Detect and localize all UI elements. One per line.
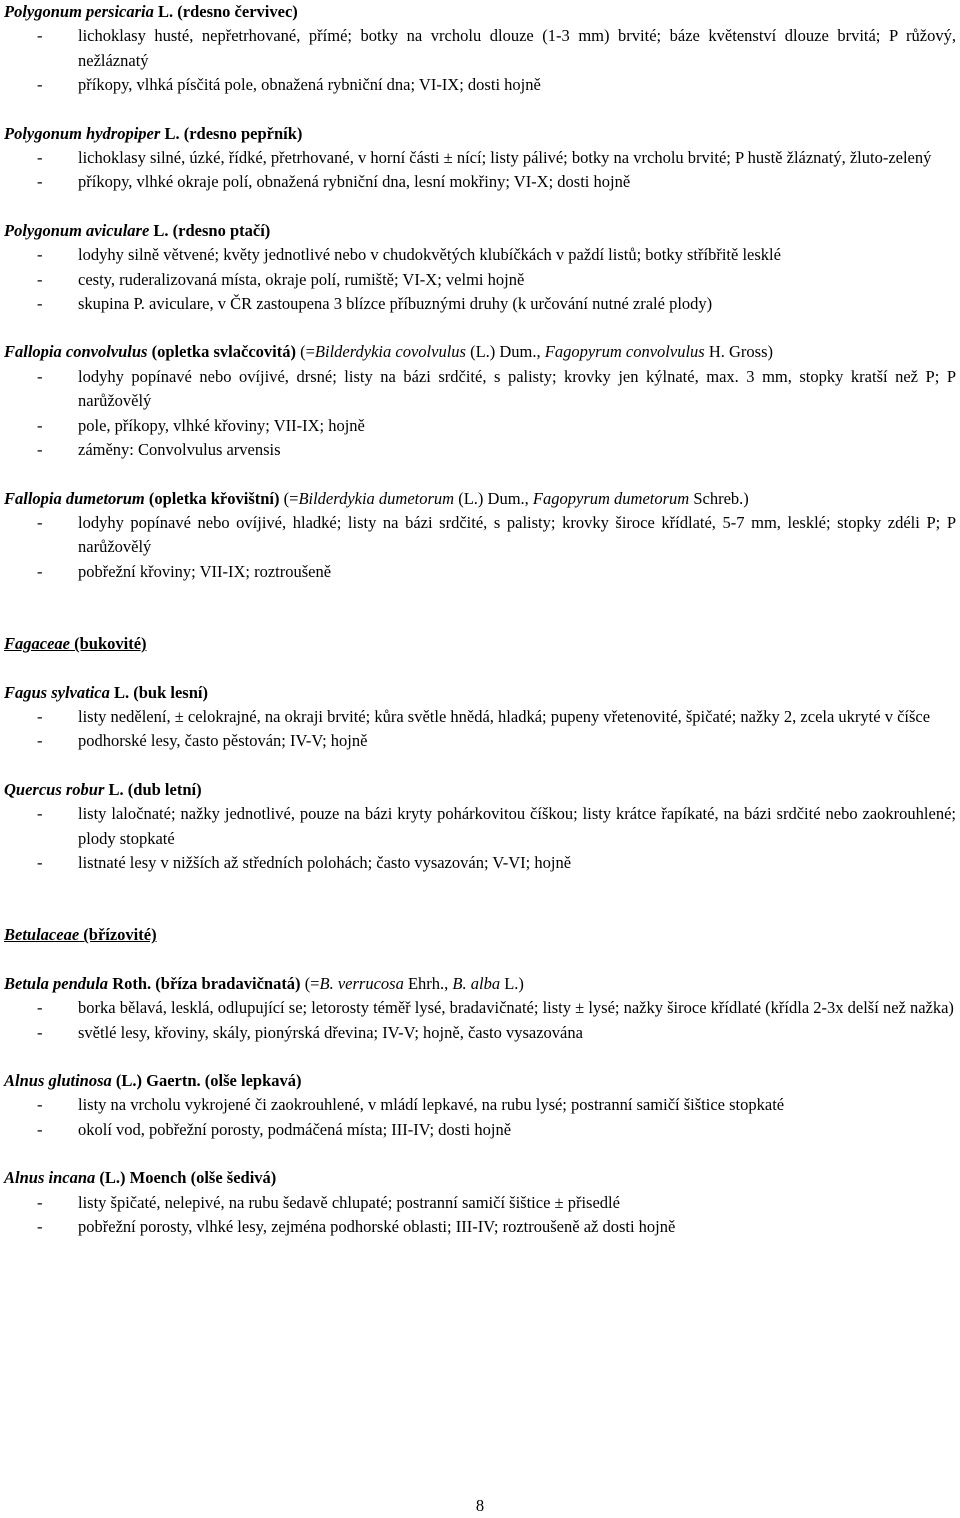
bullet-text: borka bělavá, lesklá, odlupující se; letorosty téměř lysé, bradavičnaté; listy ± lysé; nažky široce křídlaté (křídla 2-3x delší než nažka) xyxy=(78,998,954,1018)
page-number: 8 xyxy=(475,1496,485,1515)
description-bullet xyxy=(4,146,956,170)
bullet-dash: - xyxy=(37,172,43,192)
bullet-dash: - xyxy=(37,1217,43,1237)
bullet-text: lichoklasy silné, úzké, řídké, přetrhované, v horní části ± nící; listy pálivé; botky na vrcholu brvité; P hustě žláznatý, žluto-zelený xyxy=(78,148,932,168)
bullet-text: pobřežní porosty, vlhké lesy, zejména podhorské oblasti; III-IV; roztroušeně až dosti hojně xyxy=(78,1217,676,1237)
bullet-text: pobřežní křoviny; VII-IX; roztroušeně xyxy=(78,561,332,581)
species-entry-polygonum-aviculare xyxy=(4,219,956,317)
bullet-dash: - xyxy=(37,366,43,386)
habitat-bullet xyxy=(4,1118,956,1142)
habitat-bullet xyxy=(4,1021,956,1045)
bullet-dash: - xyxy=(37,561,43,581)
species-title: Fallopia dumetorum (opletka křovištní) (=Bilderdykia dumetorum (L.) Dum., Fagopyrum dumetorum Schreb.) xyxy=(4,488,749,508)
description-bullet xyxy=(4,1191,956,1215)
bullet-dash: - xyxy=(37,512,43,532)
habitat-bullet xyxy=(4,560,956,584)
confusion-bullet xyxy=(4,438,956,462)
species-entry-alnus-glutinosa xyxy=(4,1069,956,1142)
description-bullet xyxy=(4,365,956,414)
bullet-text: lodyhy silně větvené; květy jednotlivé nebo v chudokvětých klubíčkách v paždí listů; botky stříbřitě lesklé xyxy=(78,245,781,265)
species-title: Betula pendula Roth. (bříza bradavičnatá) (=B. verrucosa Ehrh., B. alba L.) xyxy=(4,973,524,993)
bullet-text: příkopy, vlhké okraje polí, obnažená rybniční dna, lesní mokřiny; VI-X; dosti hojně xyxy=(78,172,631,192)
species-title: Polygonum persicaria L. (rdesno červivec) xyxy=(4,2,298,21)
description-bullet xyxy=(4,243,956,267)
species-entry-fallopia-convolvulus xyxy=(4,340,956,462)
family-heading-betulaceae: Betulaceae (břízovité) xyxy=(4,925,157,945)
description-bullet xyxy=(4,1093,956,1117)
bullet-dash: - xyxy=(37,148,43,168)
bullet-text: listnaté lesy v nižších až středních polohách; často vysazován; V-VI; hojně xyxy=(78,852,572,872)
bullet-dash: - xyxy=(37,1119,43,1139)
bullet-dash: - xyxy=(37,440,43,460)
species-title: Polygonum hydropiper L. (rdesno pepřník) xyxy=(4,123,303,143)
bullet-text: podhorské lesy, často pěstován; IV-V; hojně xyxy=(78,731,368,751)
habitat-bullet xyxy=(4,729,956,753)
description-bullet xyxy=(4,511,956,560)
bullet-text: světlé lesy, křoviny, skály, pionýrská dřevina; IV-V; hojně, často vysazována xyxy=(78,1022,583,1042)
habitat-bullet xyxy=(4,268,956,292)
habitat-bullet xyxy=(4,851,956,875)
bullet-text: listy špičaté, nelepivé, na rubu šedavě chlupaté; postranní samičí šištice ± přisedlé xyxy=(78,1192,620,1212)
species-title: Alnus glutinosa (L.) Gaertn. (olše lepkavá) xyxy=(4,1071,302,1090)
bullet-dash: - xyxy=(37,245,43,265)
bullet-text: lodyhy popínavé nebo ovíjivé, hladké; listy na bázi srdčité, s palisty; krovky široce křídlaté, 5-7 mm, lesklé; stopky zdéli P; P narůžovělý xyxy=(78,512,956,557)
bullet-text: listy laločnaté; nažky jednotlivé, pouze na bázi kryty pohárkovitou číškou; listy krátce řapíkaté, na bázi srdčité nebo zaokrouhlené; plody stopkaté xyxy=(78,804,956,848)
description-bullet xyxy=(4,802,956,851)
bullet-text: záměny: Convolvulus arvensis xyxy=(78,440,281,460)
description-bullet xyxy=(4,996,956,1020)
bullet-text: pole, příkopy, vlhké křoviny; VII-IX; hojně xyxy=(78,415,365,435)
species-title: Fagus sylvatica L. (buk lesní) xyxy=(4,682,208,702)
species-entry-polygonum-persicaria xyxy=(4,0,956,98)
species-entry-quercus-robur xyxy=(4,778,956,876)
bullet-text: listy na vrcholu vykrojené či zaokrouhlené, v mládí lepkavé, na rubu lysé; postranní samičí šištice stopkaté xyxy=(78,1095,785,1115)
bullet-text: listy nedělení, ± celokrajné, na okraji brvité; kůra světle hnědá, hladká; pupeny vřetenovité, špičaté; nažky 2, zcela ukryté v číšce xyxy=(78,706,931,726)
bullet-dash: - xyxy=(37,415,43,435)
bullet-dash: - xyxy=(37,1192,43,1212)
species-entry-fagus-sylvatica xyxy=(4,681,956,754)
habitat-bullet xyxy=(4,73,956,97)
bullet-text: skupina P. aviculare, v ČR zastoupena 3 blízce příbuznými druhy (k určování nutné zralé plody) xyxy=(78,294,713,314)
species-entry-betula-pendula xyxy=(4,972,956,1045)
description-bullet xyxy=(4,24,956,73)
bullet-dash: - xyxy=(37,731,43,751)
document-page xyxy=(4,0,956,1239)
bullet-text: cesty, ruderalizovaná místa, okraje polí, rumiště; VI-X; velmi hojně xyxy=(78,269,525,289)
species-entry-alnus-incana xyxy=(4,1166,956,1239)
bullet-dash: - xyxy=(37,269,43,289)
species-title: Polygonum aviculare L. (rdesno ptačí) xyxy=(4,220,271,240)
note-bullet xyxy=(4,292,956,316)
species-title: Fallopia convolvulus (opletka svlačcovitá) (=Bilderdykia covolvulus (L.) Dum., Fagopyrum convolvulus H. Gross) xyxy=(4,342,774,362)
bullet-text: příkopy, vlhká písčitá pole, obnažená rybniční dna; VI-IX; dosti hojně xyxy=(78,75,541,95)
bullet-dash: - xyxy=(37,26,43,46)
habitat-bullet xyxy=(4,1215,956,1239)
description-bullet xyxy=(4,705,956,729)
bullet-dash: - xyxy=(37,998,43,1018)
bullet-dash: - xyxy=(37,804,43,824)
species-title: Alnus incana (L.) Moench (olše šedivá) xyxy=(4,1168,277,1188)
species-entry-polygonum-hydropiper xyxy=(4,122,956,195)
species-entry-fallopia-dumetorum xyxy=(4,487,956,585)
habitat-bullet xyxy=(4,170,956,194)
family-heading-fagaceae: Fagaceae (bukovité) xyxy=(4,634,147,654)
bullet-dash: - xyxy=(37,852,43,872)
bullet-dash: - xyxy=(37,1022,43,1042)
bullet-dash: - xyxy=(37,294,43,314)
habitat-bullet xyxy=(4,414,956,438)
bullet-text: lodyhy popínavé nebo ovíjivé, drsné; listy na bázi srdčité, s palisty; krovky jen kýlnaté, max. 3 mm, stopky kratší než P; P narůžovělý xyxy=(78,366,956,411)
bullet-dash: - xyxy=(37,75,43,95)
bullet-text: okolí vod, pobřežní porosty, podmáčená místa; III-IV; dosti hojně xyxy=(78,1119,512,1139)
species-title: Quercus robur L. (dub letní) xyxy=(4,779,202,799)
bullet-dash: - xyxy=(37,1095,43,1115)
bullet-dash: - xyxy=(37,706,43,726)
bullet-text: lichoklasy husté, nepřetrhované, přímé; botky na vrcholu dlouze (1-3 mm) brvité; báze květenství dlouze brvitá; P růžový, nežláznatý xyxy=(78,26,956,70)
